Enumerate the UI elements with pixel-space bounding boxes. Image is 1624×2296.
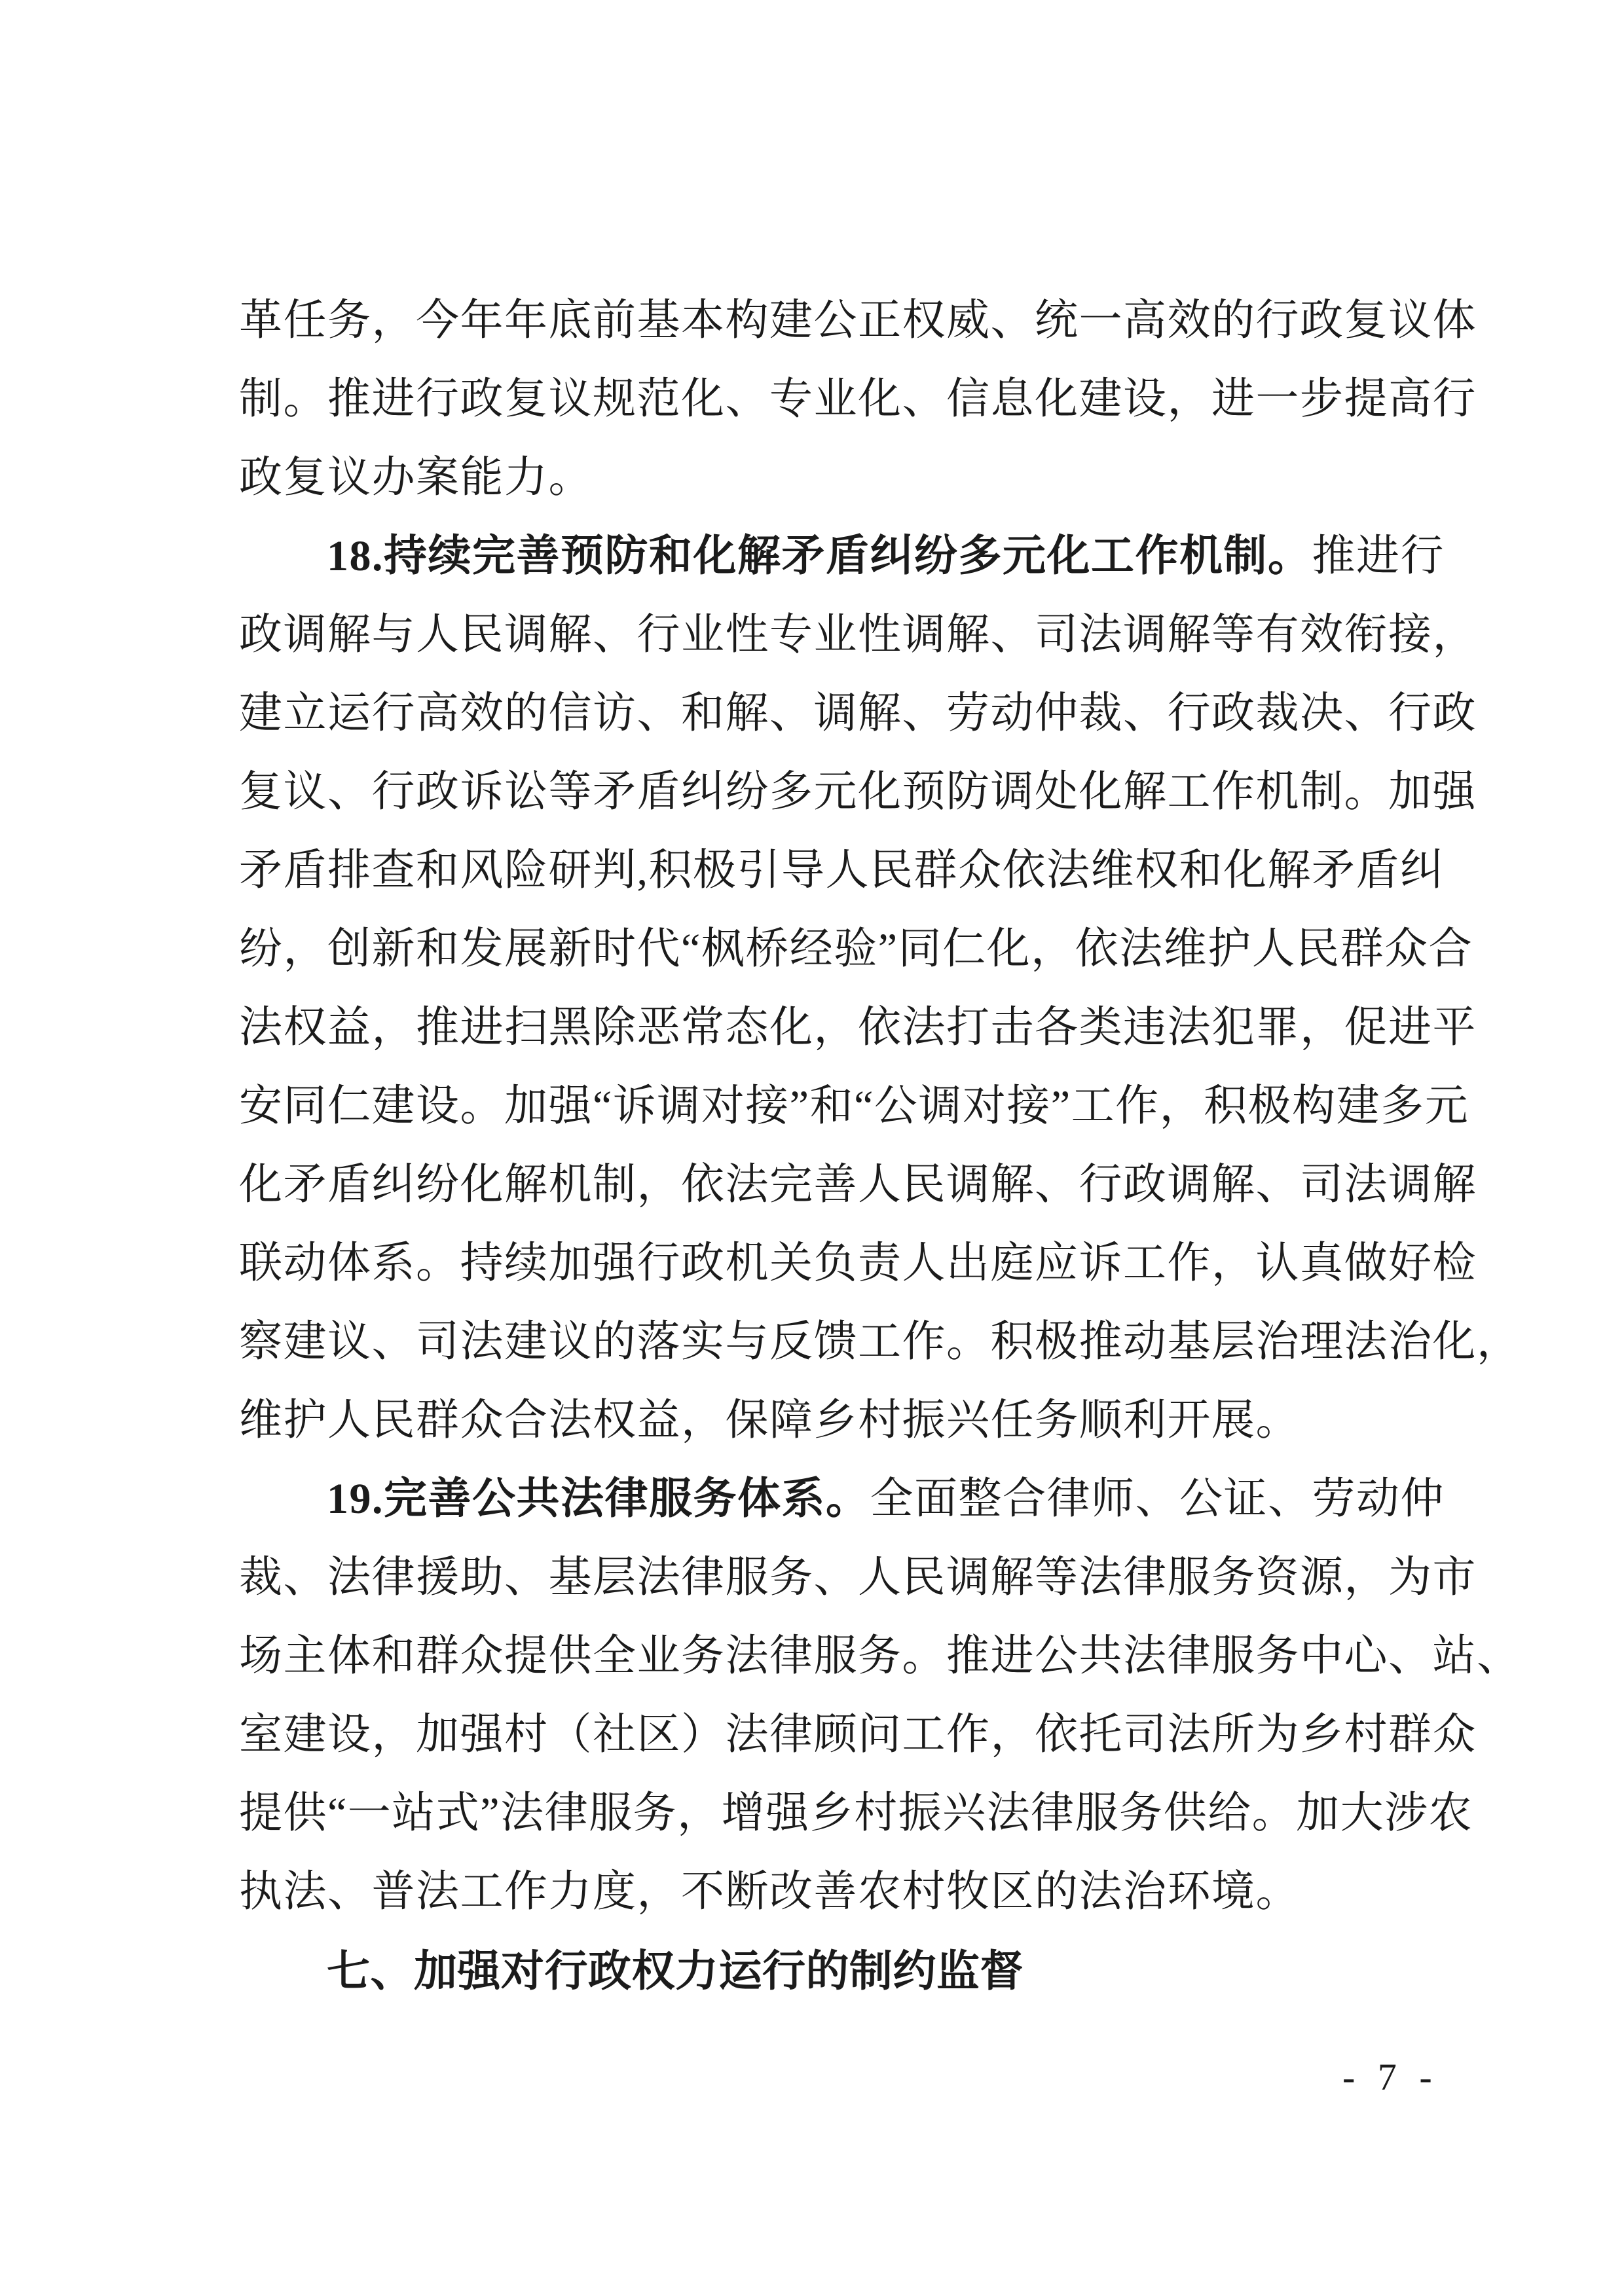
text-line: [239, 282, 1477, 360]
line-text: 化矛盾纠纷化解机制，依法完善人民调解、行政调解、司法调解: [239, 1161, 1477, 1209]
paragraph-19-first-line: [239, 1460, 1445, 1539]
text-line: [239, 596, 1477, 674]
line-text: 复议、行政诉讼等矛盾纠纷多元化预防调处化解工作机制。加强: [239, 768, 1477, 816]
text-line: [239, 1146, 1477, 1224]
line-text: 推进行: [1312, 532, 1445, 580]
line-text: 维护人民群众合法权益，保障乡村振兴任务顺利开展。: [239, 1396, 1300, 1444]
text-line: [239, 753, 1477, 831]
text-line: [239, 1853, 1434, 1931]
text-line: [239, 439, 1434, 517]
line-text: 政复议办案能力。: [239, 454, 593, 501]
document-text-block: [239, 282, 1521, 2010]
line-text: 提供“一站式”法律服务，增强乡村振兴法律服务供给。加大涉农: [239, 1789, 1473, 1837]
line-text: 场主体和群众提供全业务法律服务。推进公共法律服务中心、站、: [239, 1632, 1521, 1680]
text-line: [239, 1067, 1469, 1146]
line-text: 法权益，推进扫黑除恶常态化，依法打击各类违法犯罪，促进平: [239, 1004, 1477, 1051]
line-text: 察建议、司法建议的落实与反馈工作。积极推动基层治理法治化，: [239, 1318, 1521, 1366]
section-7-heading-line: [239, 1931, 1434, 2010]
paragraph-18-heading: 18.持续完善预防和化解矛盾纠纷多元化工作机制。: [327, 532, 1312, 580]
line-text: 建立运行高效的信访、和解、调解、劳动仲裁、行政裁决、行政: [239, 689, 1477, 737]
text-line: [239, 1696, 1477, 1774]
text-line: [239, 1539, 1477, 1617]
line-text: 矛盾排查和风险研判,积极引导人民群众依法维权和化解矛盾纠: [239, 847, 1445, 894]
line-text: 安同仁建设。加强“诉调对接”和“公调对接”工作，积极构建多元: [239, 1082, 1469, 1130]
text-line: [239, 674, 1477, 753]
text-line: [239, 910, 1473, 989]
line-text: 裁、法律援助、基层法律服务、人民调解等法律服务资源，为市: [239, 1554, 1477, 1601]
text-line: [239, 1774, 1473, 1853]
line-text: 全面整合律师、公证、劳动仲: [870, 1475, 1445, 1523]
text-line: [239, 989, 1477, 1067]
line-text: 政调解与人民调解、行业性专业性调解、司法调解等有效衔接，: [239, 611, 1477, 659]
page-number: - 7 -: [1342, 2056, 1439, 2098]
paragraph-18-first-line: [239, 517, 1445, 596]
text-line: [239, 1224, 1477, 1303]
text-line: [239, 1617, 1521, 1696]
line-text: 联动体系。持续加强行政机关负责人出庭应诉工作，认真做好检: [239, 1239, 1477, 1287]
line-text: 纷，创新和发展新时代“枫桥经验”同仁化，依法维护人民群众合: [239, 925, 1473, 973]
line-text: 革任务，今年年底前基本构建公正权威、统一高效的行政复议体: [239, 297, 1477, 344]
line-text: 制。推进行政复议规范化、专业化、信息化建设，进一步提高行: [239, 375, 1477, 423]
text-line: [239, 1303, 1521, 1381]
text-line: [239, 360, 1477, 439]
line-text: 室建设，加强村（社区）法律顾问工作，依托司法所为乡村群众: [239, 1711, 1477, 1758]
text-line: [239, 831, 1445, 910]
paragraph-19-heading: 19.完善公共法律服务体系。: [327, 1475, 870, 1523]
section-7-heading: 七、加强对行政权力运行的制约监督: [327, 1946, 1024, 1995]
text-line: [239, 1381, 1434, 1460]
line-text: 执法、普法工作力度，不断改善农村牧区的法治环境。: [239, 1868, 1300, 1916]
